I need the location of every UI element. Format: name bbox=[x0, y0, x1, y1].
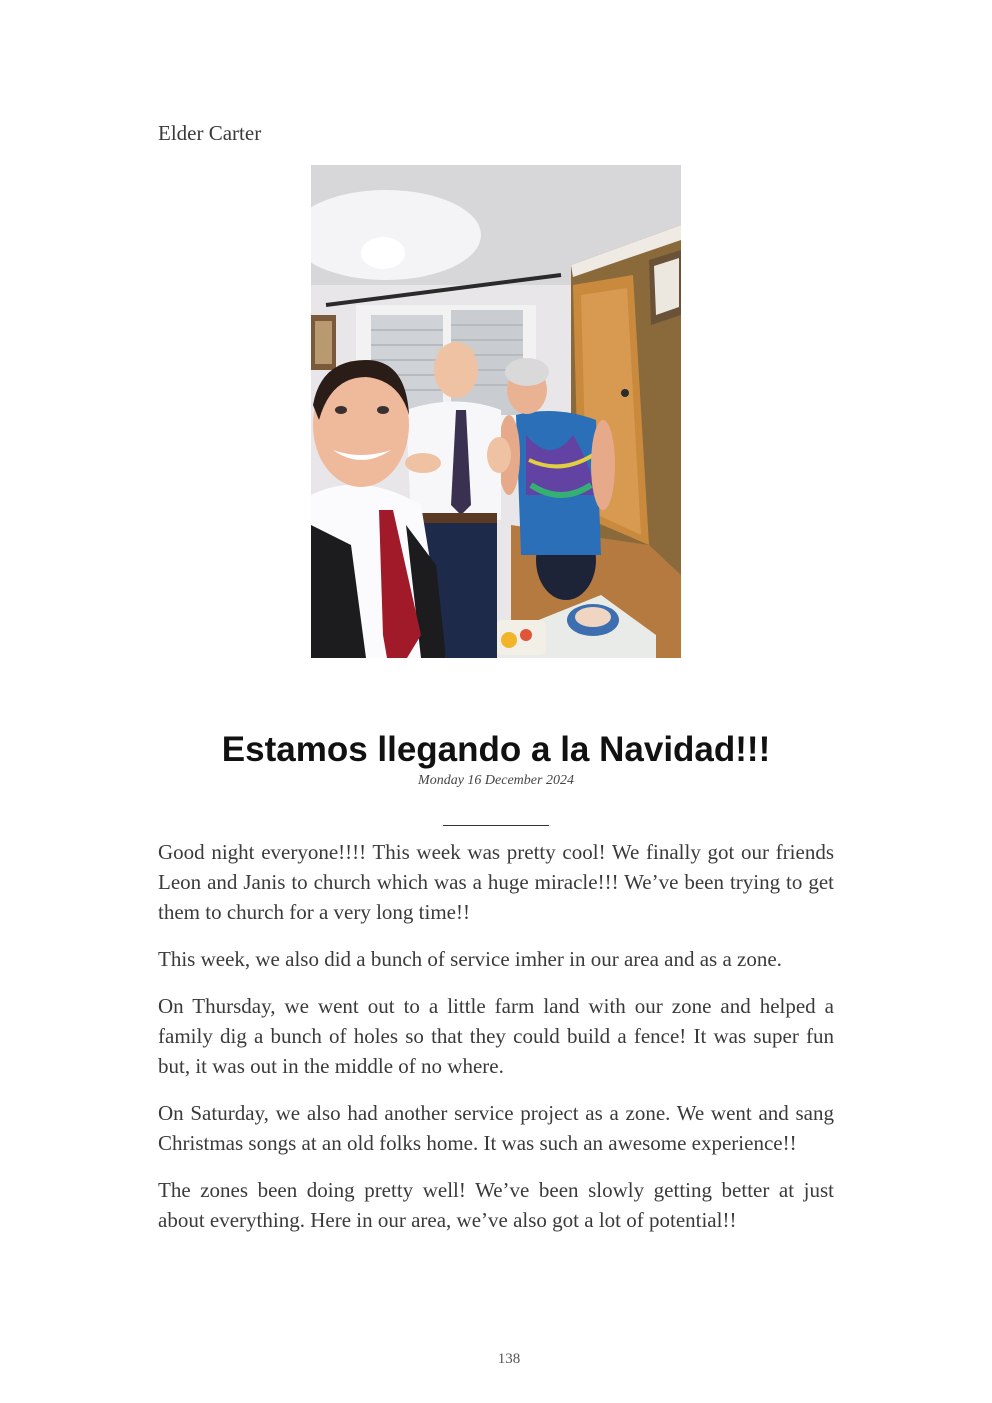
paragraph: Good night everyone!!!! This week was pretty cool! We finally got our friends Leon and Janis to church which was a huge miracle!!! We’ve been trying to get them to church for a very long time!! bbox=[158, 840, 834, 924]
article-date: Monday 16 December 2024 bbox=[418, 773, 574, 788]
paragraph: This week, we also did a bunch of service imher in our area and as a zone. bbox=[158, 947, 782, 971]
paragraph: On Thursday, we went out to a little farm land with our zone and helped a family dig a bunch of holes so that they could build a fence! It was super fun but, it was out in the middle of no where. bbox=[158, 994, 834, 1078]
article-title: Estamos llegando a la Navidad!!! bbox=[221, 730, 771, 769]
paragraph: The zones been doing pretty well! We’ve been slowly getting better at just about everything. Here in our area, we’ve also got a lot of potential!! bbox=[158, 1178, 834, 1232]
group-photo bbox=[311, 165, 681, 658]
page-number: 138 bbox=[497, 1351, 521, 1367]
paragraph: On Saturday, we also had another service project as a zone. We went and sang Christmas songs at an old folks home. It was such an awesome experience!! bbox=[158, 1101, 834, 1155]
article-body bbox=[158, 837, 834, 1252]
title-separator bbox=[443, 825, 549, 826]
author-name: Elder Carter bbox=[158, 121, 262, 145]
